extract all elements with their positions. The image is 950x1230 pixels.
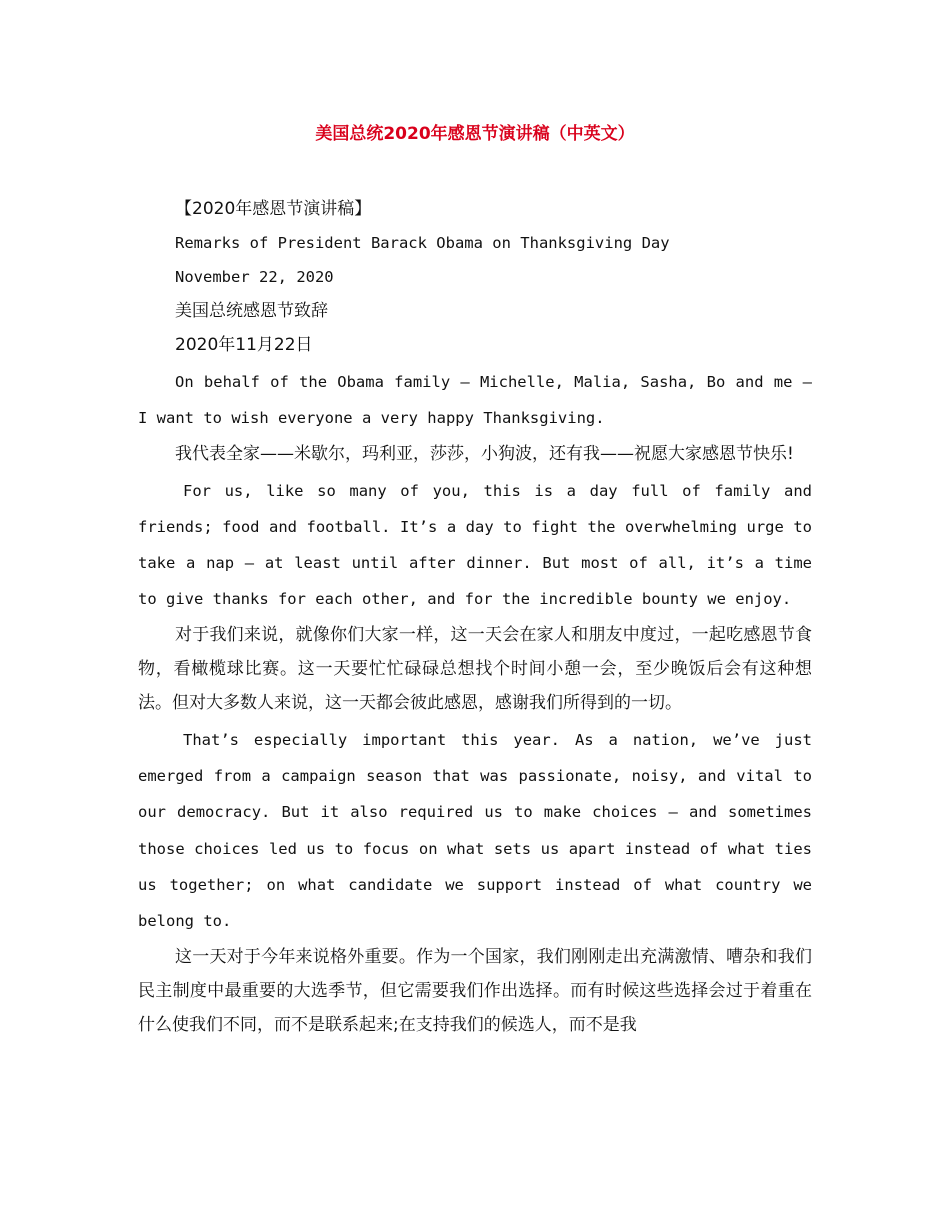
paragraph-zh-1: 我代表全家——米歇尔，玛利亚，莎莎，小狗波，还有我——祝愿大家感恩节快乐! (175, 443, 794, 464)
header-label: 【2020年感恩节演讲稿】 (175, 199, 372, 219)
paragraph-en-1: On behalf of the Obama family – Michelle, Malia, Sasha, Bo and me – I want to wish everyone a very happy Thanksgiving. (138, 373, 812, 428)
chinese-date: 2020年11月22日 (175, 335, 313, 355)
document-title: 美国总统2020年感恩节演讲稿（中英文） (315, 124, 635, 144)
paragraph-zh-3: 这一天对于今年来说格外重要。作为一个国家，我们刚刚走出充满激情、嘈杂和我们民主制度中最重要的大选季节，但它需要我们作出选择。而有时候这些选择会过于着重在什么使我们不同，而不是联系起来;在支持我们的候选人，而不是我 (138, 946, 812, 1035)
english-date: November 22, 2020 (175, 268, 334, 286)
document-body (138, 192, 812, 1042)
chinese-heading: 美国总统感恩节致辞 (175, 301, 328, 321)
paragraph-en-2: For us, like so many of you, this is a day full of family and friends; food and football. It’s a day to fight the overwhelming urge to take a nap – at least until after dinner. But most of all, it’s a time to give thanks for each other, and for the incredible bounty we enjoy. (138, 481, 812, 609)
paragraph-en-3: That’s especially important this year. As a nation, we’ve just emerged from a campaign season that was passionate, noisy, and vital to our democracy. But it also required us to make choices – and sometimes those choices led us to focus on what sets us apart instead of what ties us together; on what candidate we support instead of what country we belong to. (138, 730, 812, 931)
paragraph-zh-2: 对于我们来说，就像你们大家一样，这一天会在家人和朋友中度过，一起吃感恩节食物，看橄榄球比赛。这一天要忙忙碌碌总想找个时间小憩一会，至少晚饭后会有这种想法。但对大多数人来说，这一天都会彼此感恩，感谢我们所得到的一切。 (138, 624, 812, 713)
english-heading: Remarks of President Barack Obama on Thanksgiving Day (175, 234, 670, 252)
